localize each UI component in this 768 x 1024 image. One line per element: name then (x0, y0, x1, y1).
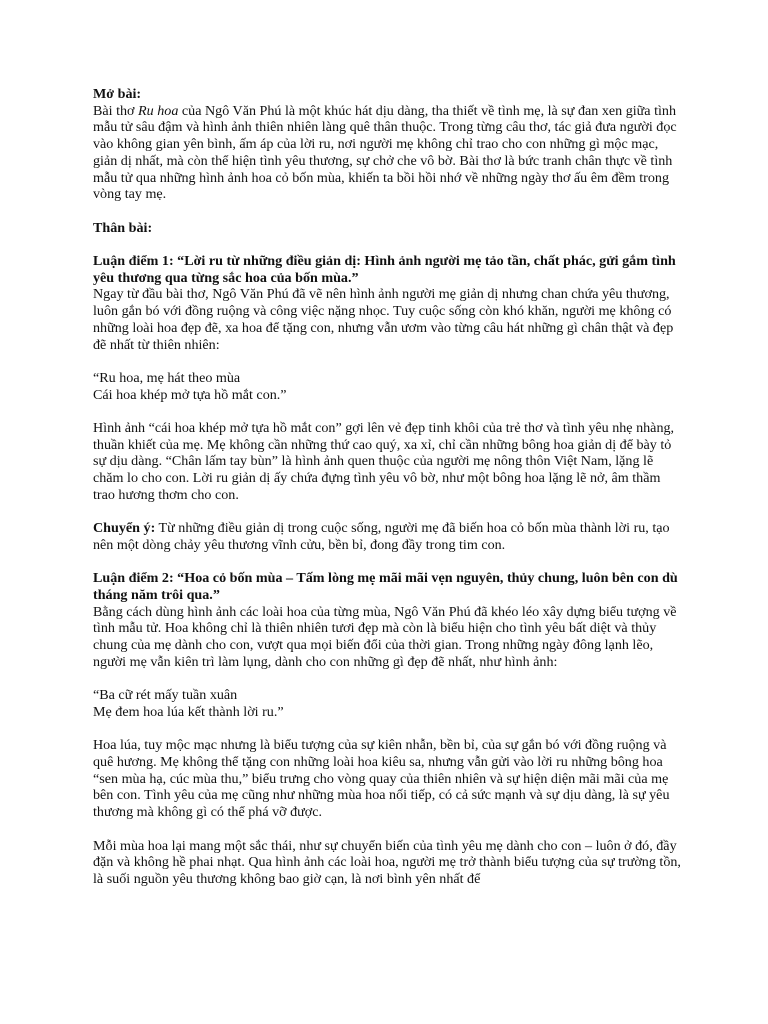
point2-title: Luận điểm 2: “Hoa cỏ bốn mùa – Tấm lòng mẹ mãi mãi vẹn nguyên, thủy chung, luôn bên con dù tháng năm trôi qua.” (93, 570, 678, 603)
poem-title: Ru hoa (138, 102, 179, 119)
point1-verse-line-1: “Ru hoa, mẹ hát theo mùa (93, 369, 241, 386)
document-page (93, 86, 683, 888)
point2-paragraph-1: Bằng cách dùng hình ảnh các loài hoa của từng mùa, Ngô Văn Phú đã khéo léo xây dựng biểu tượng về tình mẫu tử. Hoa không chỉ là thiên nhiên tươi đẹp mà còn là biểu hiện cho tình yêu bất diệt và thủy chung của mẹ dành cho con, vượt qua mọi biến đổi của thời gian. Trong những ngày đông lạnh lẽo, người mẹ vẫn kiên trì làm lụng, dành cho con những gì đẹp đẽ nhất, như hình ảnh: (93, 603, 677, 670)
spacer (93, 821, 683, 838)
transition-paragraph (93, 520, 683, 553)
point1-title: Luận điểm 1: “Lời ru từ những điều giản dị: Hình ảnh người mẹ tảo tần, chất phác, gửi gắm tình yêu thương qua từng sắc hoa của bốn mùa.” (93, 253, 676, 286)
point2-paragraph-3: Mỗi mùa hoa lại mang một sắc thái, như sự chuyển biến của tình yêu mẹ dành cho con – luôn ở đó, đầy đặn và không hề phai nhạt. Qua hình ảnh các loài hoa, người mẹ trở thành biểu tượng của sự trường tồn, là suối nguồn yêu thương không bao giờ cạn, là nơi bình yên nhất để (93, 837, 681, 887)
spacer (93, 236, 683, 253)
spacer (93, 504, 683, 521)
spacer (93, 721, 683, 738)
point1-paragraph-1: Ngay từ đầu bài thơ, Ngô Văn Phú đã vẽ nên hình ảnh người mẹ giản dị nhưng chan chứa yêu thương, luôn gắn bó với đồng ruộng và công việc nặng nhọc. Tuy cuộc sống còn khó khăn, người mẹ không có những loài hoa đẹp đẽ, xa hoa để tặng con, nhưng vẫn ươm vào từng câu hát những gì chân thật và đẹp đẽ nhất từ thiên nhiên: (93, 286, 674, 353)
intro-paragraph (93, 103, 683, 203)
spacer (93, 671, 683, 688)
transition-label: Chuyển ý: (93, 520, 156, 537)
body-heading: Thân bài: (93, 219, 153, 236)
point2-verse-line-2: Mẹ đem hoa lúa kết thành lời ru.” (93, 703, 284, 720)
spacer (93, 203, 683, 220)
point1-verse-line-2: Cái hoa khép mở tựa hồ mắt con.” (93, 386, 287, 403)
spacer (93, 353, 683, 370)
point2-paragraph-2: Hoa lúa, tuy mộc mạc nhưng là biểu tượng của sự kiên nhẫn, bền bỉ, của sự gắn bó với đồng ruộng và quê hương. Mẹ không thể tặng con những loài hoa kiêu sa, nhưng vẫn gửi vào lời ru những bông hoa “sen mùa hạ, cúc mùa thu,” biểu trưng cho vòng quay của thiên nhiên và sự hiện diện mãi mãi của mẹ bên con. Tình yêu của mẹ cũng như những mùa hoa nối tiếp, có cả sức mạnh và sự dịu dàng, là sự yêu thương mà không gì có thể phá vỡ được. (93, 737, 670, 821)
spacer (93, 403, 683, 420)
intro-text-after: của Ngô Văn Phú là một khúc hát dịu dàng, tha thiết về tình mẹ, là sự đan xen giữa tình mẫu tử sâu đậm và hình ảnh thiên nhiên làng quê thân thuộc. Trong từng câu thơ, tác giả đưa người đọc vào không gian yên bình, ấm áp của lời ru, nơi người mẹ không chỉ trao cho con những gì mộc mạc, giản dị nhất, mà còn thể hiện tình yêu thương, sự chở che vô bờ. Bài thơ là bức tranh chân thực về tình mẫu tử qua những hình ảnh hoa cỏ bốn mùa, khiến ta bồi hồi nhớ về những ngày thơ ấu êm đềm trong vòng tay mẹ. (93, 102, 677, 203)
spacer (93, 554, 683, 571)
point1-paragraph-2: Hình ảnh “cái hoa khép mở tựa hồ mắt con” gợi lên vẻ đẹp tinh khôi của trẻ thơ và tình yêu nhẹ nhàng, thuần khiết của mẹ. Mẹ không cần những thứ cao quý, xa xỉ, chỉ cần những bông hoa giản dị để bày tỏ sự dịu dàng. “Chân lấm tay bùn” là hình ảnh quen thuộc của người mẹ nông thôn Việt Nam, lặng lẽ chăm lo cho con. Lời ru giản dị ấy chứa đựng tình yêu vô bờ, như một bông hoa lặng lẽ nở, âm thầm trao hương thơm cho con. (93, 420, 675, 503)
intro-heading: Mở bài: (93, 86, 142, 102)
transition-text: Từ những điều giản dị trong cuộc sống, người mẹ đã biến hoa cỏ bốn mùa thành lời ru, tạo nên một dòng chảy yêu thương vĩnh cửu, bền bỉ, đong đầy trong tim con. (93, 520, 670, 553)
intro-text-before: Bài thơ (93, 102, 139, 119)
point2-verse-line-1: “Ba cữ rét mấy tuần xuân (93, 687, 238, 704)
